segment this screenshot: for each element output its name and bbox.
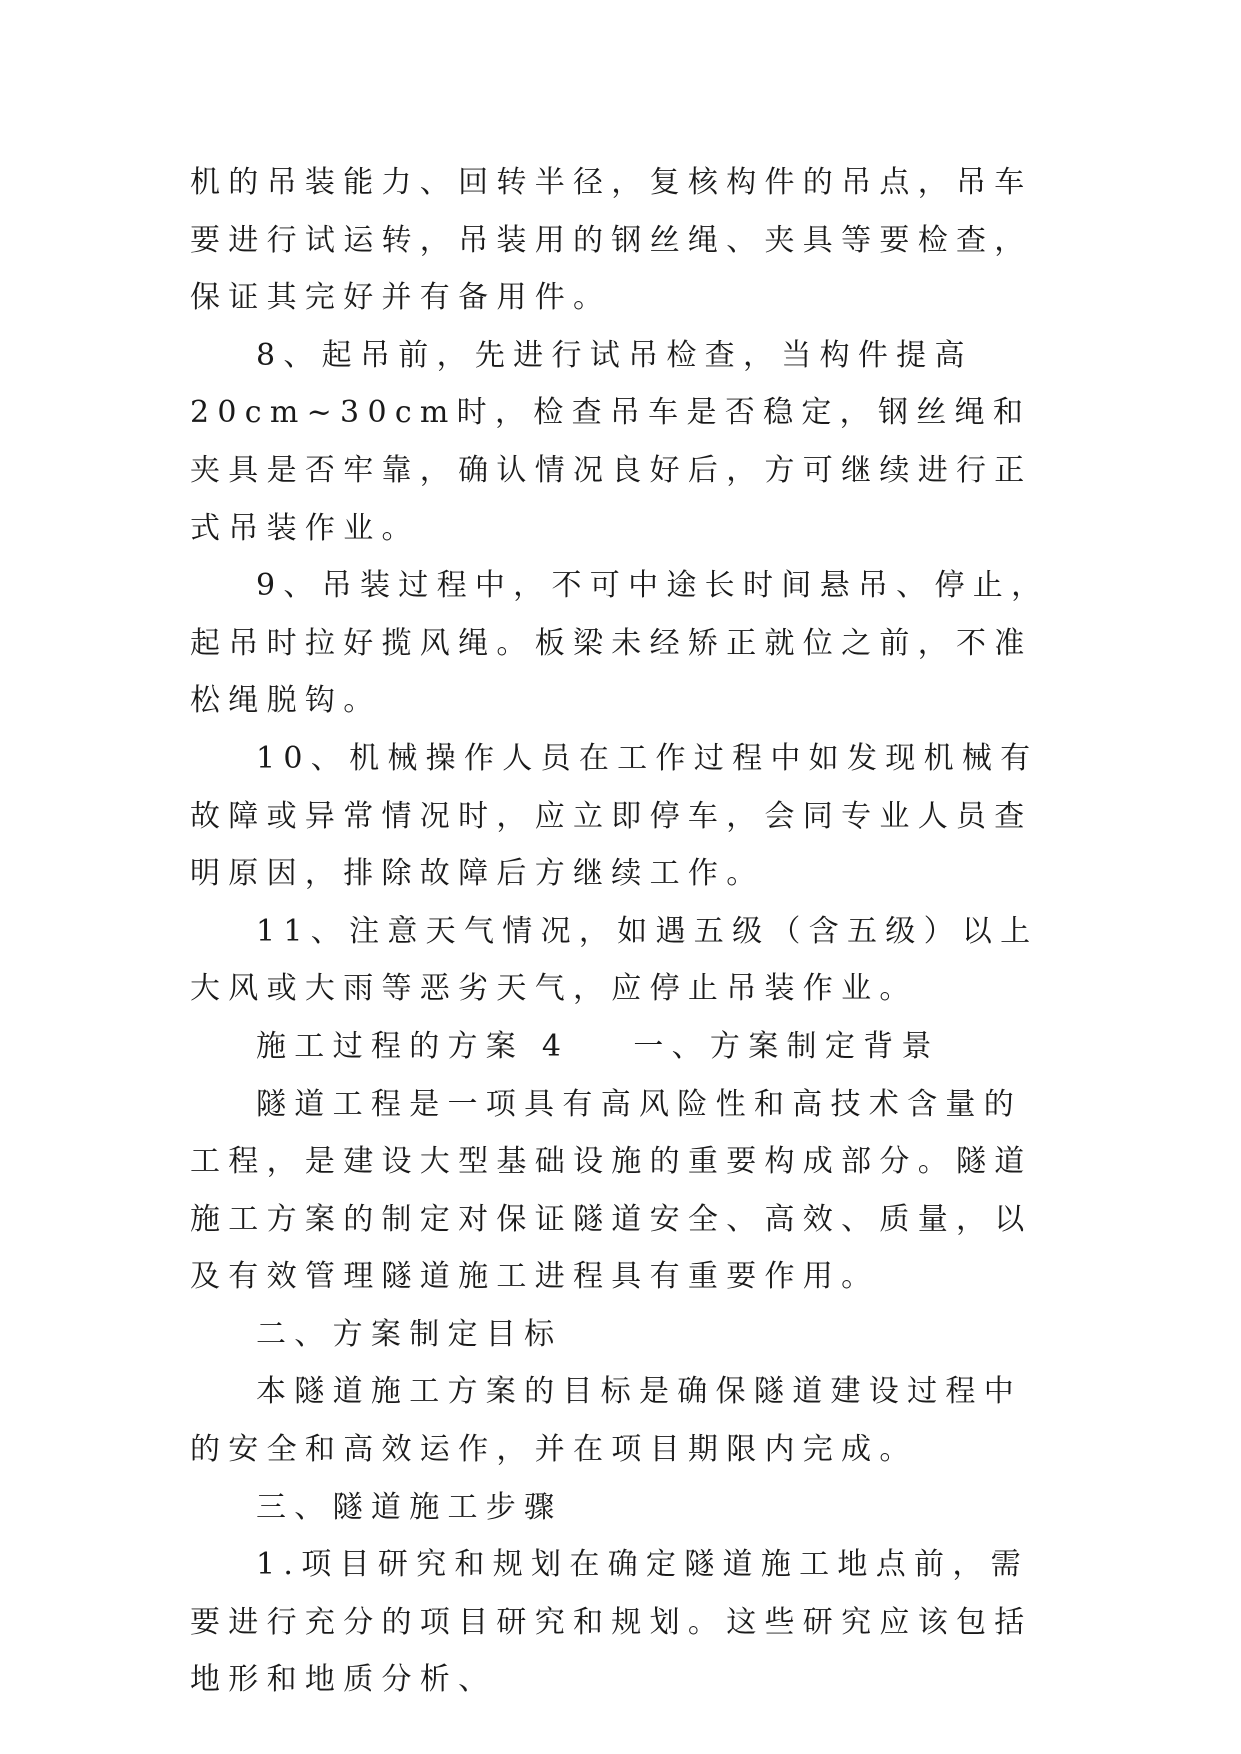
paragraph-item-11: 11、注意天气情况，如遇五级（含五级）以上大风或大雨等恶劣天气，应停止吊装作业。	[190, 913, 1039, 1007]
heading-steps: 三、隧道施工步骤	[256, 1489, 563, 1525]
section-heading-line	[190, 1018, 1050, 1076]
paragraph-objective: 本隧道施工方案的目标是确保隧道建设过程中的安全和高效运作，并在项目期限内完成。	[190, 1374, 1022, 1468]
paragraph-crane-check: 机的吊装能力、回转半径，复核构件的吊点，吊车要进行试运转，吊装用的钢丝绳、夹具等要检查，保证其完好并有备用件。	[190, 165, 1033, 316]
paragraph-item-8: 8、起吊前，先进行试吊检查，当构件提高20cm~30cm时，检查吊车是否稳定，钢丝绳和夹具是否牢靠，确认情况良好后，方可继续进行正式吊装作业。	[190, 337, 1033, 546]
plan-title: 施工过程的方案 4	[256, 1028, 570, 1064]
document-body	[190, 154, 1050, 1709]
paragraph-item-9: 9、吊装过程中，不可中途长时间悬吊、停止，起吊时拉好揽风绳。板梁未经矫正就位之前，不准松绳脱钩。	[190, 568, 1050, 719]
paragraph-item-10: 10、机械操作人员在工作过程中如发现机械有故障或异常情况时，应立即停车，会同专业人员查明原因，排除故障后方继续工作。	[190, 740, 1039, 892]
paragraph-step-1: 1.项目研究和规划在确定隧道施工地点前，需要进行充分的项目研究和规划。这些研究应该包括地形和地质分析、	[190, 1547, 1033, 1698]
paragraph-background: 隧道工程是一项具有高风险性和高技术含量的工程，是建设大型基础设施的重要构成部分。隧道施工方案的制定对保证隧道安全、高效、质量，以及有效管理隧道施工进程具有重要作用。	[190, 1086, 1033, 1295]
heading-objective: 二、方案制定目标	[256, 1316, 563, 1352]
background-heading: 一、方案制定背景	[633, 1028, 940, 1064]
